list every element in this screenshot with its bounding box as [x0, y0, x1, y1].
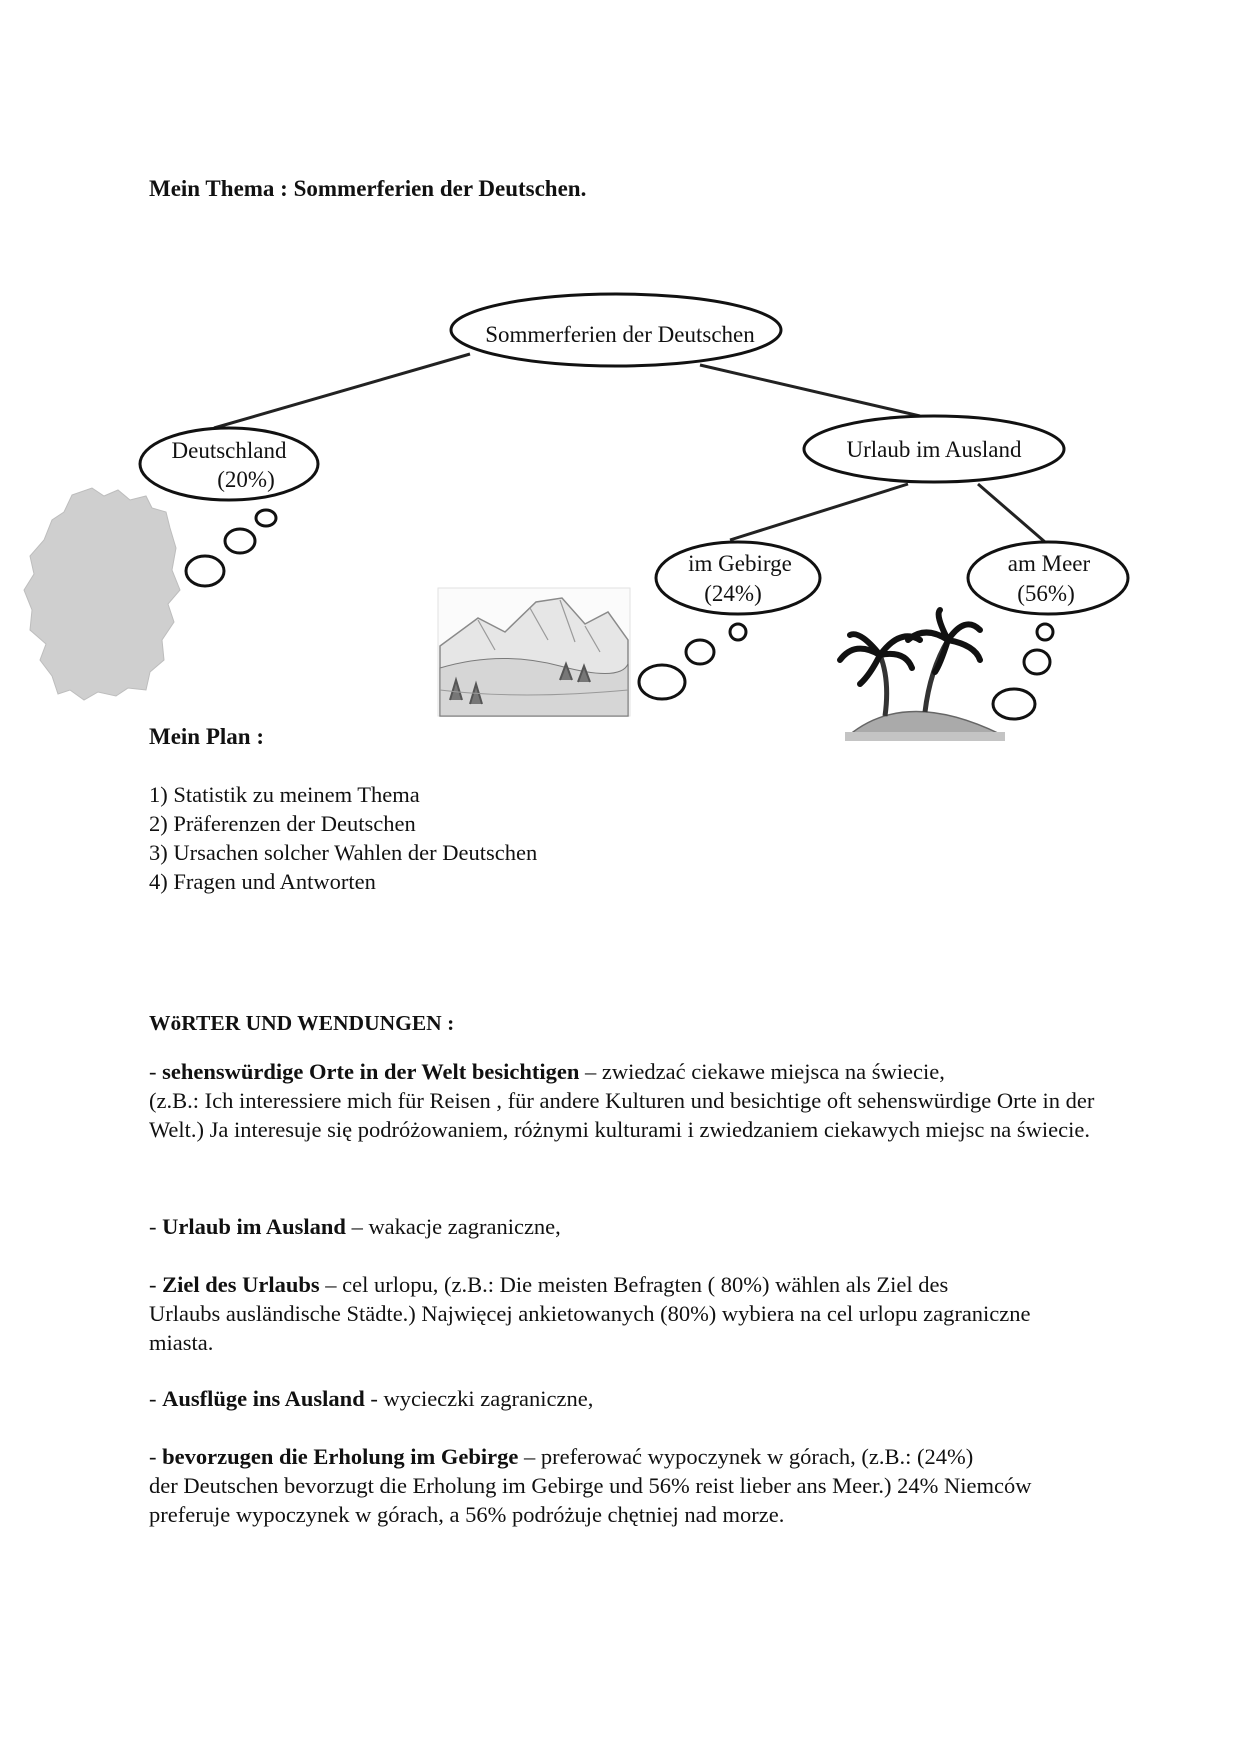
- vocab-term: Urlaub im Ausland: [162, 1214, 346, 1239]
- vocab-entry: - bevorzugen die Erholung im Gebirge – preferować wypoczynek w górach, (z.B.: (24%) der Deutschen bevorzugt die Erholung im Gebirge und 56% reist lieber ans Meer.) 24% Niemców preferuje wypoczynek w górach, a 56% podróżuje chętniej nad morze.: [149, 1444, 1032, 1527]
- ausland-label: Urlaub im Ausland: [846, 437, 1022, 462]
- connector-line: [978, 484, 1045, 542]
- vocab-term: sehenswürdige Orte in der Welt besichtigen: [162, 1059, 580, 1084]
- connector-line: [700, 365, 920, 416]
- plan-item: 2) Präferenzen der Deutschen: [149, 811, 416, 836]
- mountain-landscape-image: [438, 588, 630, 716]
- vocab-term: Ausflüge ins Ausland: [162, 1386, 365, 1411]
- vocab-example: Urlaubs ausländische Städte.) Najwięcej ankietowanych (80%) wybiera na cel urlopu zagraniczne miasta.: [149, 1301, 1031, 1355]
- page-title: Mein Thema : Sommerferien der Deutschen.: [149, 176, 587, 201]
- plan-item: 1) Statistik zu meinem Thema: [149, 782, 420, 807]
- plan-item: 3) Ursachen solcher Wahlen der Deutschen: [149, 840, 538, 865]
- vocab-definition: – wakacje zagraniczne,: [345, 1214, 561, 1239]
- vocab-definition: – preferować wypoczynek w górach, (z.B.: (24%): [518, 1444, 974, 1469]
- vocab-definition: – cel urlopu, (z.B.: Die meisten Befragten ( 80%) wählen als Ziel des: [319, 1272, 949, 1297]
- vocab-entry: - sehenswürdige Orte in der Welt besichtigen – zwiedzać ciekawe miejsca na świecie, (z.B.: Ich interessiere mich für Reisen , für andere Kulturen und besichtige oft sehenswürdige Orte in der Welt.) Ja interesuje się podróżowaniem, różnymi kulturami i zwiedzaniem ciekawych miejsc na świecie.: [149, 1059, 1095, 1142]
- connector-line: [214, 354, 470, 428]
- plan-list: [149, 780, 537, 896]
- vocab-example: (z.B.: Ich interessiere mich für Reisen , für andere Kulturen und besichtige oft sehenswürdige Orte in der Welt.) Ja interesuje się podróżowaniem, różnymi kulturami i zwiedzaniem ciekawych miejsc na świecie.: [149, 1088, 1095, 1142]
- vocab-definition: – zwiedzać ciekawe miejsca na świecie,: [579, 1059, 945, 1084]
- meer-percent: (56%): [1017, 581, 1075, 606]
- vocab-term: Ziel des Urlaubs: [162, 1272, 320, 1297]
- vocab-entry: - Urlaub im Ausland – wakacje zagraniczne,: [149, 1214, 561, 1239]
- vocabulary-title: WöRTER UND WENDUNGEN :: [149, 1011, 455, 1035]
- vocab-definition: - wycieczki zagraniczne,: [364, 1386, 594, 1411]
- gebirge-label: im Gebirge: [688, 551, 792, 576]
- vocab-example: der Deutschen bevorzugt die Erholung im Gebirge und 56% reist lieber ans Meer.) 24% Niemców preferuje wypoczynek w górach, a 56% podróżuje chętniej nad morze.: [149, 1473, 1032, 1527]
- deutschland-percent: (20%): [217, 467, 275, 492]
- connector-line: [730, 484, 908, 540]
- meer-label: am Meer: [1007, 551, 1091, 576]
- deutschland-label: Deutschland: [171, 438, 287, 463]
- palm-island-image: [840, 610, 1005, 741]
- plan-title: Mein Plan :: [149, 724, 264, 749]
- gebirge-percent: (24%): [704, 581, 762, 606]
- plan-item: 4) Fragen und Antworten: [149, 869, 376, 894]
- vocab-term: bevorzugen die Erholung im Gebirge: [162, 1444, 519, 1469]
- germany-map-image: [24, 488, 180, 700]
- root-node-label: Sommerferien der Deutschen: [485, 322, 755, 347]
- mind-map-diagram: [0, 0, 1240, 760]
- vocab-entry: - Ausflüge ins Ausland - wycieczki zagraniczne,: [149, 1386, 594, 1411]
- vocab-entry: - Ziel des Urlaubs – cel urlopu, (z.B.: Die meisten Befragten ( 80%) wählen als Ziel des Urlaubs ausländische Städte.) Najwięcej ankietowanych (80%) wybiera na cel urlopu zagraniczne miasta.: [149, 1272, 1031, 1355]
